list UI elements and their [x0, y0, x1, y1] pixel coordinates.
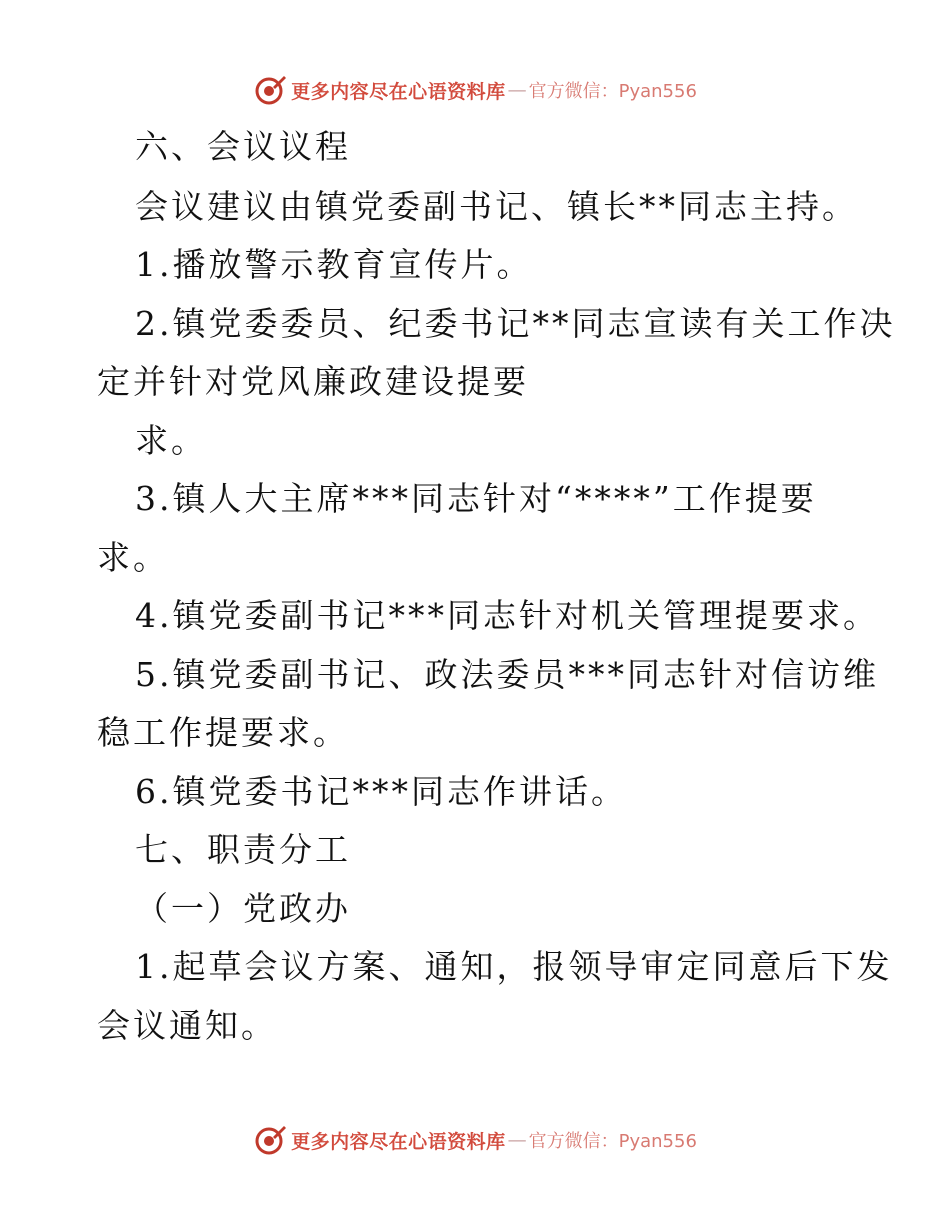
list-item-continuation: 稳工作提要求。 — [97, 713, 349, 752]
list-item: 6.镇党委书记***同志作讲话。 — [135, 772, 627, 811]
banner-separator: — — [507, 79, 527, 101]
section-heading: 七、职责分工 — [135, 830, 351, 869]
list-item: 5.镇党委副书记、政法委员***同志针对信访维 — [135, 655, 879, 694]
list-item: 1.起草会议方案、通知，报领导审定同意后下发 — [135, 947, 893, 986]
list-item: 2.镇党委委员、纪委书记**同志宣读有关工作决 — [135, 304, 896, 343]
header-watermark-banner — [0, 70, 950, 110]
pen-seal-icon — [253, 1123, 287, 1157]
list-item-continuation: 求。 — [135, 421, 207, 460]
list-item: 1.播放警示教育宣传片。 — [135, 245, 533, 284]
list-item: 3.镇人大主席***同志针对“****”工作提要 — [135, 479, 817, 518]
footer-watermark-banner — [0, 1120, 950, 1160]
wechat-text: 官方微信：Pyan556 — [528, 81, 697, 102]
wechat-text: 官方微信：Pyan556 — [528, 1131, 697, 1152]
list-item-continuation: 定并针对党风廉政建设提要 — [97, 362, 529, 401]
list-item-continuation: 求。 — [97, 538, 169, 577]
section-heading: 六、会议议程 — [135, 127, 351, 166]
banner-separator: — — [507, 1129, 527, 1151]
pen-seal-icon — [253, 73, 287, 107]
subsection-heading: （一）党政办 — [135, 889, 351, 928]
paragraph-line: 会议建议由镇党委副书记、镇长**同志主持。 — [135, 187, 858, 226]
brand-text: 更多内容尽在心语资料库 — [291, 1130, 506, 1153]
list-item: 4.镇党委副书记***同志针对机关管理提要求。 — [135, 596, 879, 635]
brand-text: 更多内容尽在心语资料库 — [291, 80, 506, 103]
list-item-continuation: 会议通知。 — [97, 1006, 277, 1045]
